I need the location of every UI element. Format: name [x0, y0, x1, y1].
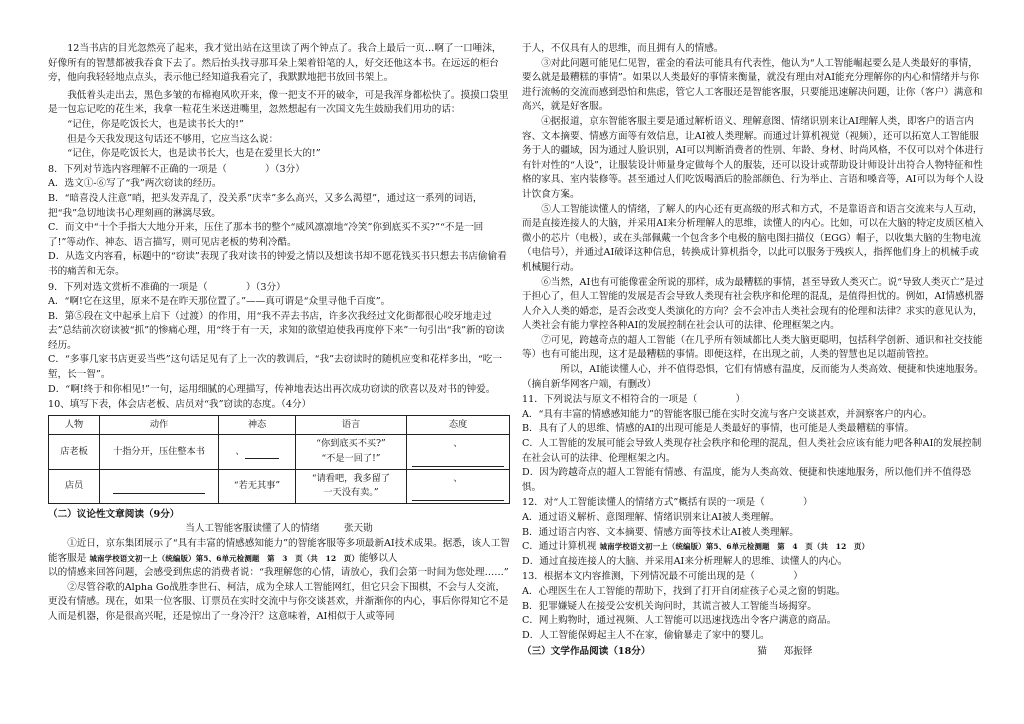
essay-paragraph: ⑦可见，跨越奇点的超人工智能（在几乎所有领域都比人类大脑更聪明，包括科学创新、通识和社交技能等）也有可能出现，这才是最糟糕的事情。即便这样，在出现之前，人类的智慧也足以超前管控。 [522, 334, 983, 361]
story-paragraph: 我低着头走出去，黑色多皱的布棉袍风吹开来，像一把支不开的破伞，可是我浑身都松快了。摸摸口袋里是一包忘记吃的花生米，我拿一粒花生米送进嘴里，忽然想起有一次国文先生鼓励我们用功的话： [48, 89, 509, 116]
question-12-option-c: C．通过计算机视 城南学校语文初一上（统编版）第5、6单元检测题 第 4 页（共 12 页） [522, 541, 870, 553]
question-9-option-a: A．“啊!它在这里，原来不是在昨天那位置了。”——真可谓是“众里寻他千百度”。 [48, 296, 391, 308]
table-cell-blank[interactable]: 、 [407, 435, 510, 469]
essay-author: 张天勋 [343, 523, 373, 535]
question-8-option-d: D．从选文内容看，标题中的“窃读”表现了我对读书的钟爱之情以及想读书却不愿花钱买书只想去书店偷偷看书的痛苦和无奈。 [48, 251, 507, 277]
section-2-heading: （二）议论性文章阅读（9分） [48, 508, 180, 520]
question-9-option-d: D．“啊!终于和你相见!”一句，运用细腻的心理描写，传神地表达出再次成功窃读的欣喜以及对书的钟爱。 [48, 383, 496, 395]
table-cell-blank[interactable]: 、 [219, 435, 296, 469]
essay-paragraph: ⑥当然，AI也有可能像霍金所说的那样，成为最糟糕的事情，甚至导致人类灭亡。说“导致人类灭亡”是过于担心了，但人工智能的发展是否会导致人类现有社会秩序和伦理的混乱，是值得担忧的。例如，AI情感机器人介入人类的婚恋，是否会改变人类演化的方向？会不会冲击人类社会现有的伦理和法律？求实的意见认为，人类社会有能力掌控各种AI的发展控制在社会认可的法律、伦理框架之内。 [522, 276, 984, 332]
essay-paragraph: ⑤人工智能读懂人的情绪，了解人的内心还有更高级的形式和方式，不是靠语音和语言交流来与人互动，而是直接连接人的大脑，并采用AI来分析理解人的思维，读懂人的内心。比如，可以在大脑的特定皮质区植入微小的芯片（电极），或在头部佩戴一个包含多个电极的脑电图扫描仪（EGG）帽子，以收集大脑的生物电流（电信号），并通过AI破译这种信息，转换成计算机指令，以此可以服务于残疾人，指挥他们身上的机械手或机械腿行动。 [522, 203, 984, 273]
essay-paragraph: 以的情感来回答问题，会感受到焦虑的消费者说：“我理解您的心情，请放心，我们会第一时间为您处理……” [48, 567, 509, 579]
page-footer-4: 城南学校语文初一上（统编版）第5、6单元检测题 第 4 页（共 12 页） [599, 542, 870, 552]
poem-title: 猫 [757, 646, 767, 658]
story-paragraph: 12当书店的目光忽然亮了起来，我才觉出站在这里读了两个钟点了。我合上最后一页…啊了一口唾沫，好像所有的智慧都被我吞食下去了。然后抬头找寻那耳朵上架着铅笔的人，好交还他这本书。在远远的柜台旁，他向我轻轻地点点头，表示他已经知道我看完了，我默默地把书放回书架上。 [48, 43, 502, 84]
table-cell-lang: “你到底买不买?” “不是一回了!” [296, 435, 407, 469]
essay-paragraph: ②尽管谷歌的Alpha Go战胜李世石、柯洁，成为全球人工智能网红，但它只会下围棋，不会与人交流，更没有情感。现在，如果一位客服、订票员在实时交流中与你交谈甚欢，并渐渐你的内心，事后你得知它不是人而是机器，你是很高兴呢，还是惊出了一身冷汗？这意味着，AI相似于人或等同 [48, 581, 509, 622]
question-12-stem: 12．对“人工智能读懂人的情绪方式”概括有误的一项是（ ） [522, 497, 813, 509]
table-row [49, 435, 510, 469]
question-9-stem: 9．下列对选文赏析不准确的一项是（ ）（3分） [48, 281, 286, 293]
essay-paragraph: ③对此问题可能见仁见智，霍金的看法可能具有代表性，他认为“人工智能崛起要么是人类最好的事情，要么就是最糟糕的事情”。如果以人类最好的事情来衡量，就没有理由对AI能充分理解你的内心和情绪并与你进行流畅的交流而感到恐怕和焦虑，管它人工客服还是智能客服，只要能迅速解决问题，让你（客户）满意和高兴，就是好客服。 [522, 57, 983, 113]
question-11-option-b: B．具有了人的思维、情感的AI的出现可能是人类最好的事情，也可能是人类最糟糕的事情。 [522, 423, 914, 435]
section-3-heading: （三）文学作品阅读（18分） 猫 郑振铎 [522, 646, 813, 658]
question-13-option-a: A．心理医生在人工智能的帮助下，找到了打开自闭症孩子心灵之窗的钥匙。 [522, 585, 846, 597]
question-8-option-a: A．选文①-⑥写了“我”两次窃读的经历。 [48, 178, 222, 190]
question-13-option-b: B．犯罪嫌疑人在接受公安机关询问时，其谎言被人工智能当场揭穿。 [522, 600, 817, 612]
table-header: 态度 [407, 415, 510, 435]
table-header: 动作 [100, 415, 219, 435]
left-column [48, 42, 510, 625]
table-header: 语言 [296, 415, 407, 435]
essay-paragraph: ④据报道，京东智能客服主要是通过解析语义、理解意图、情绪识别来让AI理解人类，即客户的语言内容、文本摘要、情感方面等有效信息，让AI被人类理解。而通过计算机视觉（视频），还可以拓宽人工智能服务于人的疆域，因为通过人脸识别，AI可以判断消费者的性别、年龄、身材、时尚风格，不仅可以对个体进行有针对性的“人设”，让服装设计师量身定做每个人的服装，还可以设计或帮助设计师设计出符合人物特征和性格的家具、室内装修等。甚至通过人们吃饭喝酒后的脸部颜色、行为举止、言语和嗓音等，AI可以为每个人设计饮食方案。 [522, 115, 984, 200]
table-header: 神态 [219, 415, 296, 435]
question-11-option-d: D．因为跨越奇点的超人工智能有情感、有温度，能为人类高效、便捷和快速地服务，所以他们并不值得恐惧。 [522, 467, 972, 493]
table-cell-person: 店老板 [49, 435, 100, 469]
story-quote: “记住，你是吃饭长大，也是读书长大，也是在爱里长大的!” [67, 148, 321, 160]
table-header: 人物 [49, 415, 100, 435]
question-9-option-b: B．第⑤段在文中起承上启下（过渡）的作用，用“我不弄去书店，许多次我经过文化街都很心咬牙地走过去”总结前次窃读被“抓”的惨痛心理，用“终于有一天，求知的欲望迫使我再度停下来”一句引出“我”新的窃读经历。 [48, 310, 505, 351]
question-13-stem: 13．根据本文内容推测，下列情况最不可能出现的是（ ） [522, 571, 803, 583]
question-13-option-d: D．人工智能保姆起主人不在家，偷偷暴走了家中的婴儿。 [522, 629, 770, 641]
essay-title: 当人工智能客服读懂了人的情绪 [185, 523, 320, 535]
question-9-option-c: C．“多事几家书店更妥当些”这句话足见有了上一次的教训后，“我”去窃读时的随机应变和花样多出，“吃一堑，长一智”。 [48, 354, 502, 381]
question-8-option-c: C．而文中“十个手指大大地分开来，压住了那本书的整个“威风凛凛地“冷笑”你到底买不买?”“不是一回了!”等动作、神态、语言描写，则可见店老板的势利冷酷。 [48, 222, 484, 248]
question-12-option-a: A．通过语义解析、意图理解、情绪识别来让AI被人类理解。 [522, 512, 780, 523]
story-paragraph: 但是今天我发现这句话还不够用，它应当这么说： [67, 133, 279, 145]
table-row [49, 469, 510, 503]
table-cell-person: 店员 [49, 469, 100, 503]
question-11-option-c: C．人工智能的发展可能会导致人类现存社会秩序和伦理的混乱，但人类社会应该有能力吧各种AI的发展控制在社会认可的法律、伦理框架之内。 [522, 438, 982, 464]
table-cell-blank[interactable] [100, 469, 219, 503]
right-column [522, 42, 984, 660]
table-cell-action: 十指分开，压住整本书 [100, 435, 219, 469]
question-12-option-d: D．通过直接连接人的大脑、并采用AI来分析理解人的思维、读懂人的内心。 [522, 555, 848, 567]
poem-author: 郑振铎 [783, 646, 813, 658]
question-8-stem: 8．下列对节选内容理解不正确的一项是（ ）（3分） [48, 163, 305, 175]
question-13-option-c: C．网上购物时，通过视频、人工智能可以迅速找选出令客户满意的商品。 [522, 615, 837, 627]
page-footer-3: 城南学校语文初一上（统编版）第5、6单元检测题 第 3 页（共 12 页） [89, 553, 360, 563]
essay-title-line [48, 522, 510, 537]
essay-paragraph: ①近日，京东集团展示了“具有丰富的情感感知能力”的智能客服等多项最新AI技术成果。据悉，该人工智能客服是 城南学校语文初一上（统编版）第5、6单元检测题 第 3 页（共 12 页）能够以人 [48, 538, 510, 564]
table-cell-shen: “若无其事” [219, 469, 296, 503]
question-10-stem: 10、填写下表，体会店老板、店员对“我”窃读的态度。（4分） [48, 399, 312, 411]
table-cell-blank[interactable]: 、 [407, 469, 510, 503]
question-11-option-a: A．“具有丰富的情感感知能力”的智能客服已能在实时交流与客户交谈甚欢，并洞察客户的内心。 [522, 408, 933, 420]
essay-paragraph: 于人，不仅具有人的思维，而且拥有人的情感。 [522, 43, 724, 54]
story-quote: “记住，你是吃饭长大，也是读书长大的!” [67, 118, 244, 130]
attitude-table [48, 415, 510, 504]
table-cell-lang: “请看吧，我多留了 一天没有卖。” [296, 469, 407, 503]
essay-paragraph: 所以，AI能读懂人心，并不值得恐惧，它们有情感有温度，反而能为人类高效、便捷和快速地服务。（摘自新华网客户端，有删改） [522, 364, 984, 390]
question-12-option-b: B．通过语言内容、文本摘要、情感方面等技术让AI被人类理解。 [522, 526, 799, 538]
question-8-option-b: B．“暗喜没人注意”哨，把头发弄乱了，没关系”庆幸”多么高兴，又多么渴望”，通过这一系列的词语，把“我”急切地读书心理刻画的淋漓尽致。 [48, 192, 483, 219]
question-11-stem: 11．下列说法与原文不相符合的一项是（ ） [522, 394, 746, 406]
